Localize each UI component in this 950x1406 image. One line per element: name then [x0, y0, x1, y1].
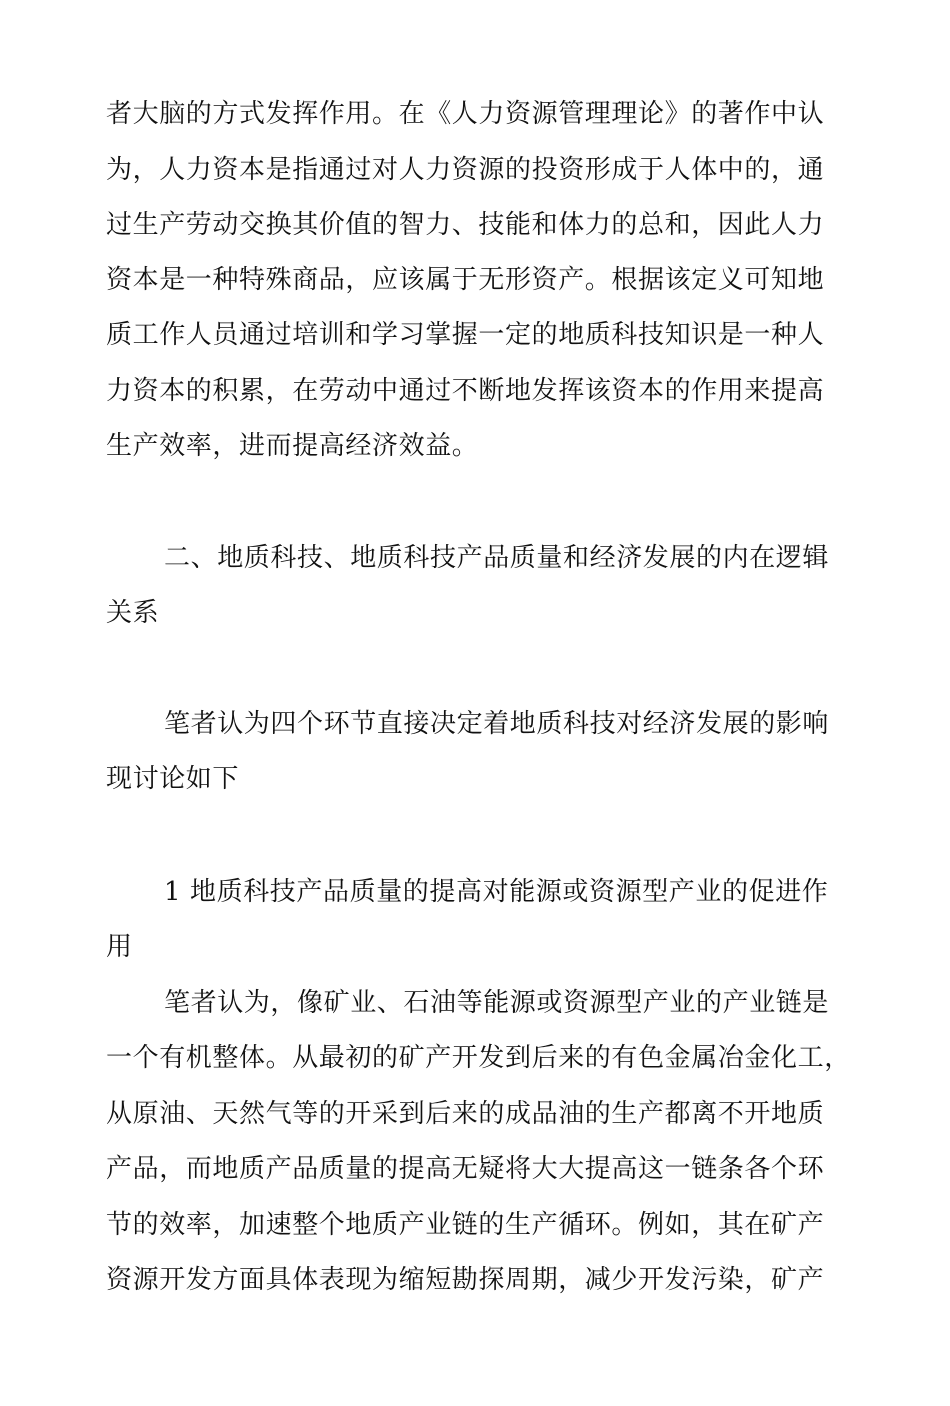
subsection-heading: 1 地质科技产品质量的提高对能源或资源型产业的促进作 — [164, 877, 829, 907]
section-heading: 二、地质科技、地质科技产品质量和经济发展的内在逻辑 — [164, 543, 830, 573]
text-line: 为，人力资本是指通过对人力资源的投资形成于人体中的，通 — [106, 155, 825, 185]
text-line: 质工作人员通过培训和学习掌握一定的地质科技知识是一种人 — [106, 320, 825, 350]
subsection-heading-continued: 用 — [106, 932, 133, 962]
text-line: 生产效率，进而提高经济效益。 — [106, 431, 479, 461]
text-line: 一个有机整体。从最初的矿产开发到后来的有色金属冶金化工， — [106, 1043, 851, 1073]
section-heading-continued: 关系 — [106, 598, 160, 628]
text-line: 笔者认为，像矿业、石油等能源或资源型产业的产业链是 — [164, 988, 830, 1018]
text-line: 者大脑的方式发挥作用。在《人力资源管理理论》的著作中认 — [106, 99, 825, 129]
text-line: 笔者认为四个环节直接决定着地质科技对经济发展的影响 — [164, 709, 830, 739]
text-line: 产品，而地质产品质量的提高无疑将大大提高这一链条各个环 — [106, 1154, 825, 1184]
text-line: 现讨论如下 — [106, 764, 240, 794]
text-line: 力资本的积累，在劳动中通过不断地发挥该资本的作用来提高 — [106, 376, 825, 406]
text-line: 资本是一种特殊商品，应该属于无形资产。根据该定义可知地 — [106, 265, 825, 295]
text-line: 节的效率，加速整个地质产业链的生产循环。例如，其在矿产 — [106, 1210, 825, 1240]
text-line: 资源开发方面具体表现为缩短勘探周期，减少开发污染，矿产 — [106, 1265, 825, 1295]
text-line: 从原油、天然气等的开采到后来的成品油的生产都离不开地质 — [106, 1099, 825, 1129]
text-line: 过生产劳动交换其价值的智力、技能和体力的总和，因此人力 — [106, 210, 825, 240]
